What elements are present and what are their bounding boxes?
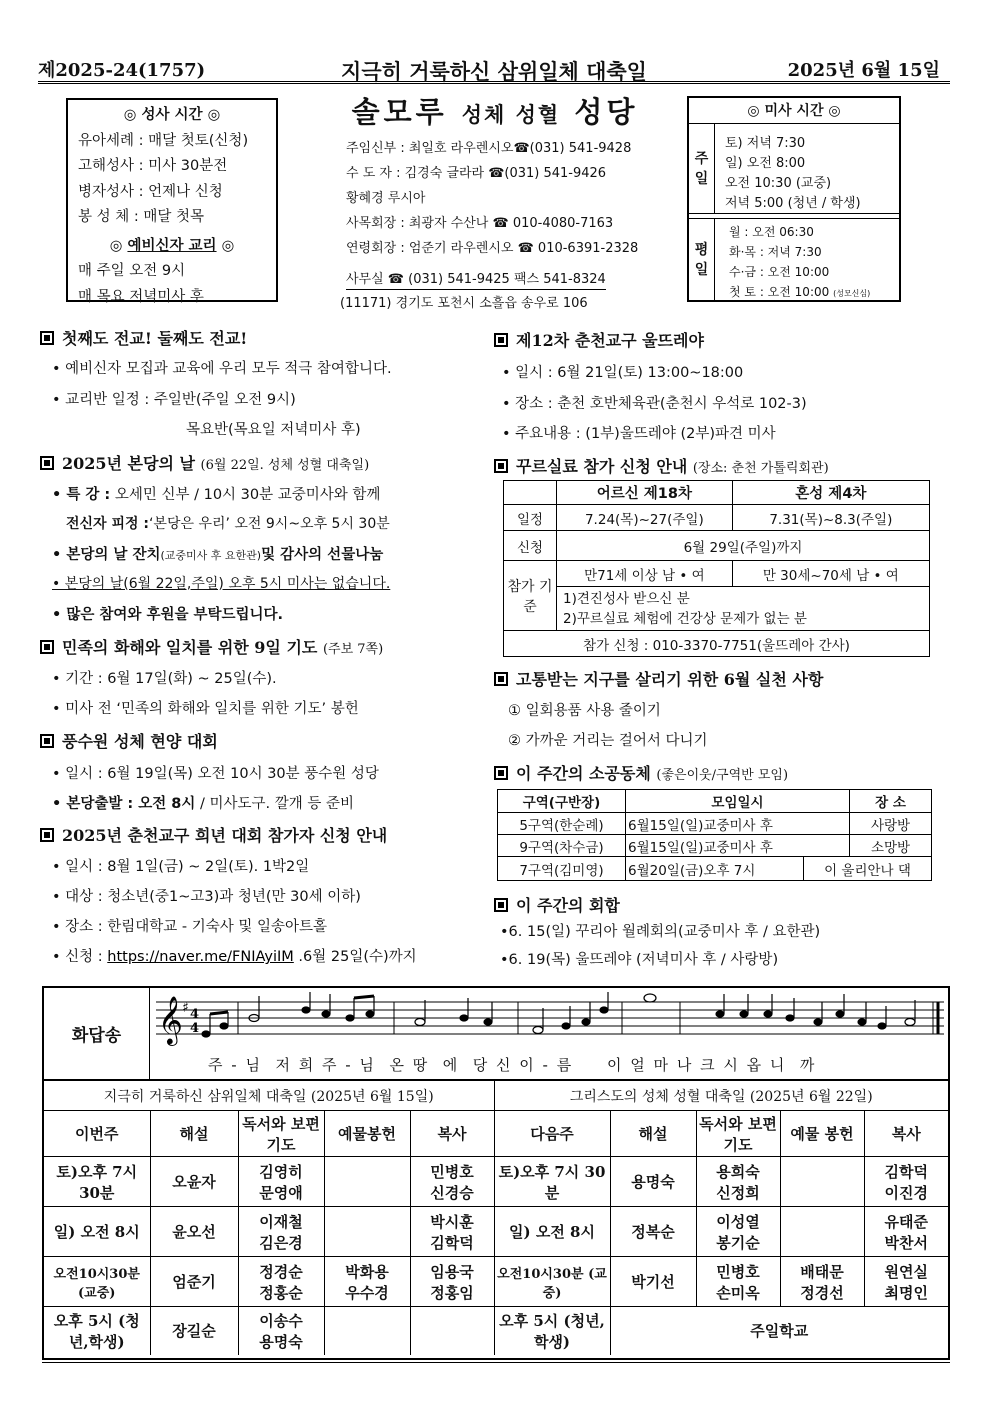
parish-contact: 주임신부 : 최일호 라우렌시오☎(031) 541-9428 [346,141,632,156]
registration-link[interactable]: https://naver.me/FNIAyiIM [107,949,294,965]
sacrament-row: 봉 성 체 : 매달 첫목 [78,209,204,225]
parish-contact: 사목회장 : 최광자 수산나 ☎ 010-4080-7163 [346,216,614,231]
section-jubilee: 2025년 춘천교구 희년 대회 참가자 신청 안내 [40,823,387,846]
parish-office: 사무실 ☎ (031) 541-9425 팩스 541-8324 [346,268,606,290]
section-parish-day: 2025년 본당의 날 (6월 22일. 성체 성혈 대축일) [40,451,369,474]
ministry-table: 지극히 거룩하신 삼위일체 대축일 (2025년 6월 15일) 그리스도의 성체 성혈 대축일 (2025년 6월 22일) 이번주 해설 독서와 보편기도 예물봉헌 복사 다음주 해설 독서와 보편기도 예물 봉헌 복사 토)오후 7시 30분 오윤자 김영히 문영애 민병호 신경승 토)오후 7시 30분 용명숙 용희숙 신정희 김학덕 이진경 일) 오전 8시 윤오선 이재철 김은경 박시훈 김학덕 일) 오전 8시 정복순 이성열 봉기순 유태준 박찬서 오전10시30분 (교중) 엄준기 정경순 정홍순 박화용 우수경 임용국 정홍임 오전10시30분 (교중) 박기선 민병호 손미옥 배태문 정경선 원연실 최명인 오후 5시 (청년,학생) 장길순 이송수 용명숙 오후 5시 (청년,학생) 주일학교 [44,1080,948,1355]
parish-contact: 연령회장 : 엄준기 라우렌시오 ☎ 010-6391-2328 [346,241,639,256]
table-row: 오후 5시 (청년,학생) 장길순 이송수 용명숙 오후 5시 (청년,학생) 주일학교 [44,1307,948,1355]
page-title: 지극히 거룩하신 삼위일체 대축일 [341,59,647,84]
table-row: 토)오후 7시 30분 오윤자 김영히 문영애 민병호 신경승 토)오후 7시 30분 용명숙 용희숙 신정희 김학덕 이진경 [44,1157,948,1207]
issue-date: 2025년 6월 15일 [787,60,940,81]
hymn-label: 화답송 [44,988,150,1080]
issue-number: 제2025-24(1757) [38,60,206,81]
section-earth: 고통받는 지구를 살리기 위한 6월 실천 사항 [494,667,823,690]
parish-name: 솔모루 성체 성혈 성당 [351,95,639,129]
table-row: 오전10시30분 (교중) 엄준기 정경순 정홍순 박화용 우수경 임용국 정홍임 오전10시30분 (교중) 박기선 민병호 손미옥 배태문 정경선 원연실 최명인 [44,1257,948,1307]
sacrament-row: 병자성사 : 언제나 신청 [78,183,223,200]
sacrament-row: 고해성사 : 미사 30분전 [78,158,228,174]
svg-text:4: 4 [190,1007,200,1022]
catechism-row: 매 주일 오전 9시 [78,263,186,279]
section-small-community: 이 주간의 소공동체 (좋은이웃/구역반 모임) [494,761,788,784]
section-evangelization: 첫째도 전교! 둘째도 전교! [40,326,247,349]
weekday-mass: 평 일 월 : 오전 06:30 화·목 : 저녁 7:30 수·금 : 오전 10:00 첫 토 : 오전 10:00 (성모신심) [689,218,899,300]
weekday-label: 평 일 [689,219,715,300]
parish-contact: 수 도 자 : 김경숙 글라라 ☎(031) 541-9426 [346,166,607,181]
mass-title: ◎ 미사 시간 ◎ [689,98,899,124]
parish-address: (11171) 경기도 포천시 소흘읍 송우로 106 [340,296,588,311]
footer-rule [42,1362,950,1363]
section-meetings: 이 주간의 회합 [494,893,620,916]
staff-svg [150,988,948,1058]
sacrament-title: ◎ 성사 시간 ◎ [123,107,221,123]
section-cursillo: 꾸르실료 참가 신청 안내 (장소: 춘천 가톨릭회관) [494,454,829,477]
mass-times-box [687,96,901,302]
section-ultreya: 제12차 춘천교구 울뜨레야 [494,328,704,351]
sunday-label: 주 일 [689,124,715,213]
catechism-row: 매 목요 저녁미사 후 [78,288,204,305]
section-pungsuwon: 풍수원 성체 현양 대회 [40,729,218,752]
treble-clef: 𝄞 [158,995,183,1044]
sunday-mass: 주 일 토) 저녁 7:30 일) 오전 8:00 오전 10:30 (교중) 저녁 5:00 (청년 / 학생) [689,124,899,214]
svg-text:♯: ♯ [182,1000,189,1016]
music-score [150,988,948,1080]
sacrament-times-box [66,98,278,305]
header [38,52,950,84]
sacrament-row: 유아세례 : 매달 첫토(신청) [78,132,249,149]
catechism-title: ◎ 예비신자 교리 ◎ [109,237,235,254]
community-table: 구역(구반장) 모임일시 장 소 5구역(한순례) 6월15일(일)교중미사 후 사랑방 9구역(차수금) 6월15일(일)교중미사 후 소망방 7구역(김미영) 6월20일(금)오후 7시 이 울리안나 댁 [497,789,932,881]
section-prayer: 민족의 화해와 일치를 위한 9일 기도 (주보 7쪽) [40,635,383,658]
schedule-block [42,986,950,1360]
parish-info [330,90,660,312]
hymn-lyrics: 주 - 님 저 희 주 - 님 온 땅 에 당 신 이 - 름 이 얼 마 나 크 시 옵 니 까 [208,1056,817,1074]
cursillo-table: 어르신 제18차 혼성 제4차 일정 7.24(목)~27(주일) 7.31(목)~8.3(주일) 신청 6월 29일(주일)까지 참가 기준 만71세 이상 남 • 여 만 30세~70세 남 • 여 1)견진성사 받으신 분 2)꾸르실료 체험에 건강상 문제가 없는 분 참가 신청 : 010-3370-7751(울뜨레아 간사) [503,480,930,657]
table-row: 일) 오전 8시 윤오선 이재철 김은경 박시훈 김학덕 일) 오전 8시 정복순 이성열 봉기순 유태준 박찬서 [44,1207,948,1257]
parish-contact: 황혜경 루시아 [346,191,426,206]
svg-text:4: 4 [190,1021,200,1036]
